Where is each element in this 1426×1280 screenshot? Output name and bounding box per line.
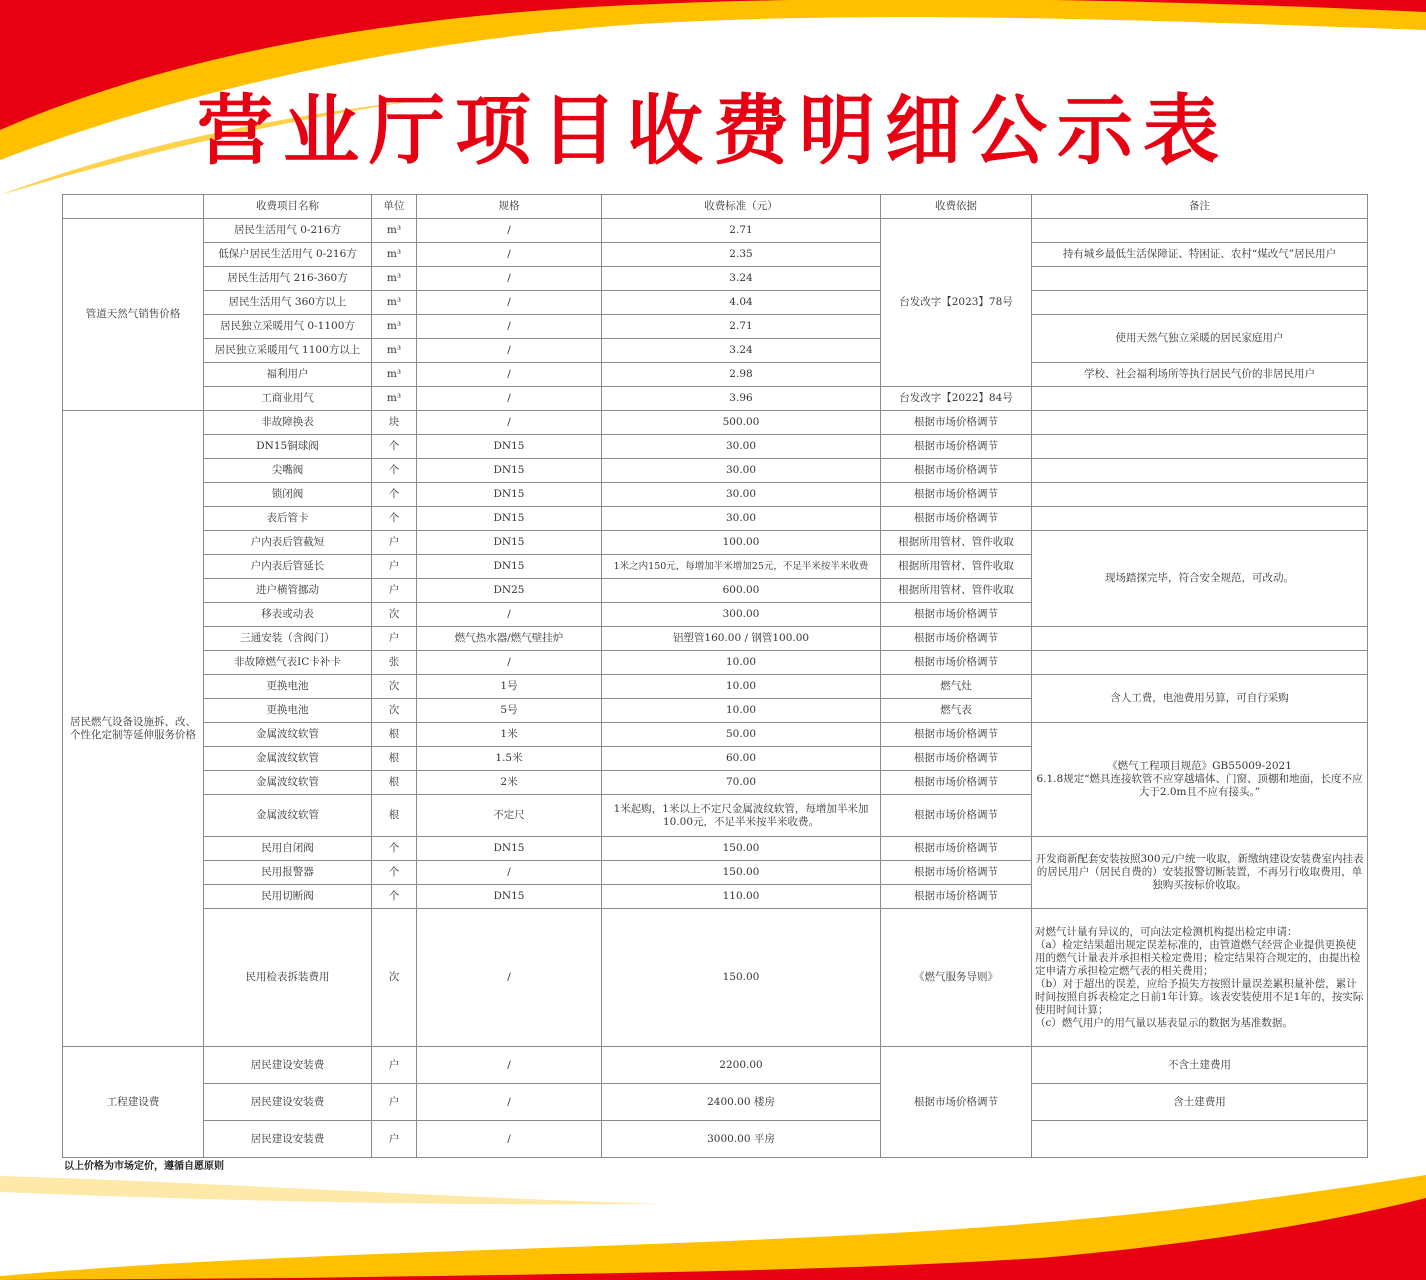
table-row bbox=[63, 1084, 1368, 1121]
basis-cell: 根据市场价格调节 bbox=[881, 651, 1032, 675]
price-cell: 2200.00 bbox=[602, 1047, 881, 1084]
basis-cell: 根据市场价格调节 bbox=[881, 861, 1032, 885]
unit-cell: 户 bbox=[372, 1084, 417, 1121]
unit-cell: m³ bbox=[372, 291, 417, 315]
note-cell bbox=[1032, 1121, 1368, 1158]
price-cell: 4.04 bbox=[602, 291, 881, 315]
spec-cell: DN15 bbox=[417, 555, 602, 579]
basis-cell: 根据所用管材、管件收取 bbox=[881, 531, 1032, 555]
spec-cell: / bbox=[417, 219, 602, 243]
item-cell: 锁闭阀 bbox=[204, 483, 372, 507]
price-cell: 3.24 bbox=[602, 339, 881, 363]
basis-cell: 根据市场价格调节 bbox=[881, 627, 1032, 651]
item-cell: 金属波纹软管 bbox=[204, 723, 372, 747]
basis-cell: 根据市场价格调节 bbox=[881, 771, 1032, 795]
item-cell: 低保户居民生活用气 0-216方 bbox=[204, 243, 372, 267]
basis-cell: 台发改字【2022】84号 bbox=[881, 387, 1032, 411]
unit-cell: 户 bbox=[372, 555, 417, 579]
unit-cell: 个 bbox=[372, 861, 417, 885]
header-cell: 单位 bbox=[372, 195, 417, 219]
note-cell bbox=[1032, 267, 1368, 291]
spec-cell: DN25 bbox=[417, 579, 602, 603]
inspect-note-line: 对燃气计量有异议的，可向法定检测机构提出检定申请： bbox=[1035, 925, 1298, 938]
price-cell: 100.00 bbox=[602, 531, 881, 555]
fee-table bbox=[62, 194, 1368, 1158]
price-cell: 3000.00 平房 bbox=[602, 1121, 881, 1158]
item-cell: 户内表后管延长 bbox=[204, 555, 372, 579]
unit-cell: m³ bbox=[372, 219, 417, 243]
price-cell: 铝塑管160.00 / 钢管100.00 bbox=[602, 627, 881, 651]
table-row bbox=[63, 1047, 1368, 1084]
header-cell: 备注 bbox=[1032, 195, 1368, 219]
item-cell: 居民建设安装费 bbox=[204, 1047, 372, 1084]
note-cell bbox=[1032, 291, 1368, 315]
price-cell: 50.00 bbox=[602, 723, 881, 747]
item-cell: 居民独立采暖用气 1100方以上 bbox=[204, 339, 372, 363]
spec-cell: / bbox=[417, 363, 602, 387]
note-cell bbox=[1032, 459, 1368, 483]
item-cell: 福利用户 bbox=[204, 363, 372, 387]
unit-cell: 户 bbox=[372, 579, 417, 603]
table-row bbox=[63, 531, 1368, 555]
page-title: 营业厅项目收费明细公示表 bbox=[197, 86, 1229, 175]
item-cell: 户内表后管截短 bbox=[204, 531, 372, 555]
spec-cell: / bbox=[417, 411, 602, 435]
item-cell: 民用报警器 bbox=[204, 861, 372, 885]
item-cell: 金属波纹软管 bbox=[204, 771, 372, 795]
price-cell: 30.00 bbox=[602, 459, 881, 483]
unit-cell: 根 bbox=[372, 771, 417, 795]
header-cell: 收费依据 bbox=[881, 195, 1032, 219]
item-cell: 居民生活用气 216-360方 bbox=[204, 267, 372, 291]
item-cell: 工商业用气 bbox=[204, 387, 372, 411]
unit-cell: 次 bbox=[372, 603, 417, 627]
item-cell: 民用检表拆装费用 bbox=[204, 909, 372, 1047]
item-cell: 非故障换表 bbox=[204, 411, 372, 435]
header-cell: 收费标准（元） bbox=[602, 195, 881, 219]
spec-cell: 1号 bbox=[417, 675, 602, 699]
spec-cell: DN15 bbox=[417, 435, 602, 459]
unit-cell: 个 bbox=[372, 483, 417, 507]
price-cell: 10.00 bbox=[602, 699, 881, 723]
price-cell: 2.98 bbox=[602, 363, 881, 387]
note-cell: 含土建费用 bbox=[1032, 1084, 1368, 1121]
spec-cell: 燃气热水器/燃气壁挂炉 bbox=[417, 627, 602, 651]
note-cell bbox=[1032, 627, 1368, 651]
unit-cell: 次 bbox=[372, 699, 417, 723]
basis-cell: 根据市场价格调节 bbox=[881, 723, 1032, 747]
table-row bbox=[63, 483, 1368, 507]
category-cell: 居民燃气设备设施拆、改、个性化定制等延伸服务价格 bbox=[63, 411, 204, 1047]
header-cell: 规格 bbox=[417, 195, 602, 219]
item-cell: 移表或动表 bbox=[204, 603, 372, 627]
price-cell: 30.00 bbox=[602, 435, 881, 459]
spec-cell: / bbox=[417, 1121, 602, 1158]
price-cell: 500.00 bbox=[602, 411, 881, 435]
price-cell: 70.00 bbox=[602, 771, 881, 795]
spec-cell: / bbox=[417, 861, 602, 885]
unit-cell: 次 bbox=[372, 909, 417, 1047]
note-cell bbox=[1032, 651, 1368, 675]
table-row bbox=[63, 315, 1368, 339]
price-cell: 150.00 bbox=[602, 837, 881, 861]
item-cell: 民用自闭阀 bbox=[204, 837, 372, 861]
spec-cell: / bbox=[417, 267, 602, 291]
price-cell: 600.00 bbox=[602, 579, 881, 603]
table-row bbox=[63, 651, 1368, 675]
basis-cell: 根据市场价格调节 bbox=[881, 411, 1032, 435]
table-row bbox=[63, 1121, 1368, 1158]
inspect-note-line: （b）对于超出的误差，应给予损失方按照计量误差累积量补偿，累计时间按照自拆表检定之日前1年计算。该表安装使用不足1年的，按实际使用时间计算； bbox=[1035, 977, 1364, 1016]
price-cell: 150.00 bbox=[602, 909, 881, 1047]
unit-cell: 根 bbox=[372, 747, 417, 771]
spec-cell: / bbox=[417, 387, 602, 411]
unit-cell: m³ bbox=[372, 339, 417, 363]
price-cell: 30.00 bbox=[602, 483, 881, 507]
spec-cell: 2米 bbox=[417, 771, 602, 795]
item-cell: 居民生活用气 0-216方 bbox=[204, 219, 372, 243]
note-cell: 现场踏探完毕，符合安全规范，可改动。 bbox=[1032, 531, 1368, 627]
item-cell: 居民建设安装费 bbox=[204, 1121, 372, 1158]
table-row bbox=[63, 675, 1368, 699]
table-row bbox=[63, 459, 1368, 483]
table-row bbox=[63, 363, 1368, 387]
spec-cell: 5号 bbox=[417, 699, 602, 723]
unit-cell: 户 bbox=[372, 531, 417, 555]
spec-cell: / bbox=[417, 603, 602, 627]
basis-cell: 根据所用管材、管件收取 bbox=[881, 579, 1032, 603]
note-cell bbox=[1032, 435, 1368, 459]
unit-cell: 户 bbox=[372, 1121, 417, 1158]
price-cell: 2.71 bbox=[602, 315, 881, 339]
basis-cell: 根据市场价格调节 bbox=[881, 483, 1032, 507]
price-cell: 60.00 bbox=[602, 747, 881, 771]
price-cell: 2.71 bbox=[602, 219, 881, 243]
inspect-note-line: （a）检定结果超出规定误差标准的，由管道燃气经营企业提供更换使用的燃气计量表并承担相关检定费用；检定结果符合规定的，由提出检定申请方承担检定燃气表的相关费用； bbox=[1035, 938, 1361, 977]
note-cell bbox=[1032, 909, 1368, 1047]
price-cell: 2.35 bbox=[602, 243, 881, 267]
price-cell: 1米之内150元，每增加半米增加25元，不足半米按半米收费 bbox=[602, 555, 881, 579]
table-row bbox=[63, 411, 1368, 435]
category-cell: 管道天然气销售价格 bbox=[63, 219, 204, 411]
spec-cell: / bbox=[417, 651, 602, 675]
unit-cell: 根 bbox=[372, 723, 417, 747]
basis-cell: 《燃气服务导则》 bbox=[881, 909, 1032, 1047]
note-cell: 学校、社会福利场所等执行居民气价的非居民用户 bbox=[1032, 363, 1368, 387]
price-cell: 1米起购，1米以上不定尺金属波纹软管，每增加半米加10.00元，不足半米按半米收费。 bbox=[602, 795, 881, 837]
basis-cell: 根据市场价格调节 bbox=[881, 459, 1032, 483]
item-cell: 居民生活用气 360方以上 bbox=[204, 291, 372, 315]
spec-cell: / bbox=[417, 315, 602, 339]
spec-cell: DN15 bbox=[417, 459, 602, 483]
spec-cell: 不定尺 bbox=[417, 795, 602, 837]
spec-cell: 1米 bbox=[417, 723, 602, 747]
item-cell: 金属波纹软管 bbox=[204, 795, 372, 837]
item-cell: 金属波纹软管 bbox=[204, 747, 372, 771]
item-cell: 居民独立采暖用气 0-1100方 bbox=[204, 315, 372, 339]
basis-cell: 根据市场价格调节 bbox=[881, 435, 1032, 459]
unit-cell: 户 bbox=[372, 627, 417, 651]
unit-cell: 次 bbox=[372, 675, 417, 699]
unit-cell: 个 bbox=[372, 507, 417, 531]
note-cell: 开发商新配套安装按照300元/户统一收取，新缴纳建设安装费室内挂表的居民用户（居民自费的）安装报警切断装置，不再另行收取费用，单独购买按标价收取。 bbox=[1032, 837, 1368, 909]
item-cell: 民用切断阀 bbox=[204, 885, 372, 909]
basis-cell: 根据市场价格调节 bbox=[881, 885, 1032, 909]
table-row bbox=[63, 837, 1368, 861]
item-cell: 尖嘴阀 bbox=[204, 459, 372, 483]
table-row bbox=[63, 723, 1368, 747]
table-row bbox=[63, 507, 1368, 531]
price-cell: 10.00 bbox=[602, 651, 881, 675]
note-cell: 使用天然气独立采暖的居民家庭用户 bbox=[1032, 315, 1368, 363]
note-cell bbox=[1032, 507, 1368, 531]
unit-cell: 个 bbox=[372, 837, 417, 861]
spec-cell: / bbox=[417, 1084, 602, 1121]
item-cell: 更换电池 bbox=[204, 699, 372, 723]
spec-cell: 1.5米 bbox=[417, 747, 602, 771]
price-cell: 150.00 bbox=[602, 861, 881, 885]
item-cell: 更换电池 bbox=[204, 675, 372, 699]
spec-cell: / bbox=[417, 339, 602, 363]
note-cell bbox=[1032, 483, 1368, 507]
note-cell: 不含土建费用 bbox=[1032, 1047, 1368, 1084]
note-cell bbox=[1032, 723, 1368, 837]
basis-cell: 台发改字【2023】78号 bbox=[881, 219, 1032, 387]
unit-cell: m³ bbox=[372, 315, 417, 339]
unit-cell: 根 bbox=[372, 795, 417, 837]
price-cell: 3.96 bbox=[602, 387, 881, 411]
item-cell: 非故障燃气表IC卡补卡 bbox=[204, 651, 372, 675]
table-row bbox=[63, 627, 1368, 651]
price-cell: 3.24 bbox=[602, 267, 881, 291]
table-row bbox=[63, 387, 1368, 411]
footnote: 以上价格为市场定价，遵循自愿原则 bbox=[64, 1161, 224, 1172]
basis-cell: 根据市场价格调节 bbox=[881, 795, 1032, 837]
inspect-note-line: （c）燃气用户的用气量以基表显示的数据为基准数据。 bbox=[1035, 1016, 1293, 1029]
price-cell: 30.00 bbox=[602, 507, 881, 531]
basis-cell: 燃气表 bbox=[881, 699, 1032, 723]
note-cell bbox=[1032, 387, 1368, 411]
unit-cell: 个 bbox=[372, 885, 417, 909]
table-row bbox=[63, 909, 1368, 1047]
spec-cell: DN15 bbox=[417, 507, 602, 531]
basis-cell: 根据市场价格调节 bbox=[881, 1047, 1032, 1158]
hose-standard: 《燃气工程项目规范》GB55009-2021 bbox=[1107, 760, 1292, 772]
price-cell: 110.00 bbox=[602, 885, 881, 909]
spec-cell: / bbox=[417, 1047, 602, 1084]
note-cell bbox=[1032, 411, 1368, 435]
basis-cell: 根据市场价格调节 bbox=[881, 837, 1032, 861]
price-cell: 300.00 bbox=[602, 603, 881, 627]
table-row bbox=[63, 435, 1368, 459]
category-cell: 工程建设费 bbox=[63, 1047, 204, 1158]
item-cell: 表后管卡 bbox=[204, 507, 372, 531]
unit-cell: 张 bbox=[372, 651, 417, 675]
note-cell bbox=[1032, 219, 1368, 243]
spec-cell: DN15 bbox=[417, 885, 602, 909]
spec-cell: / bbox=[417, 291, 602, 315]
basis-cell: 根据市场价格调节 bbox=[881, 507, 1032, 531]
unit-cell: 户 bbox=[372, 1047, 417, 1084]
basis-cell: 根据所用管材、管件收取 bbox=[881, 555, 1032, 579]
spec-cell: DN15 bbox=[417, 837, 602, 861]
table-row bbox=[63, 267, 1368, 291]
unit-cell: 块 bbox=[372, 411, 417, 435]
table-row bbox=[63, 291, 1368, 315]
table-header-row bbox=[63, 195, 1368, 219]
spec-cell: DN15 bbox=[417, 483, 602, 507]
item-cell: 居民建设安装费 bbox=[204, 1084, 372, 1121]
basis-cell: 根据市场价格调节 bbox=[881, 747, 1032, 771]
spec-cell: / bbox=[417, 909, 602, 1047]
note-cell: 含人工费，电池费用另算，可自行采购 bbox=[1032, 675, 1368, 723]
note-cell: 持有城乡最低生活保障证、特困证、农村“煤改气”居民用户 bbox=[1032, 243, 1368, 267]
unit-cell: 个 bbox=[372, 459, 417, 483]
table-row bbox=[63, 219, 1368, 243]
price-cell: 2400.00 楼房 bbox=[602, 1084, 881, 1121]
unit-cell: m³ bbox=[372, 243, 417, 267]
basis-cell: 燃气灶 bbox=[881, 675, 1032, 699]
item-cell: DN15铜球阀 bbox=[204, 435, 372, 459]
unit-cell: 个 bbox=[372, 435, 417, 459]
unit-cell: m³ bbox=[372, 387, 417, 411]
table-row bbox=[63, 243, 1368, 267]
header-cell: 收费项目名称 bbox=[204, 195, 372, 219]
spec-cell: / bbox=[417, 243, 602, 267]
item-cell: 进户横管挪动 bbox=[204, 579, 372, 603]
header-cell bbox=[63, 195, 204, 219]
unit-cell: m³ bbox=[372, 267, 417, 291]
item-cell: 三通安装（含阀门） bbox=[204, 627, 372, 651]
price-cell: 10.00 bbox=[602, 675, 881, 699]
basis-cell: 根据市场价格调节 bbox=[881, 603, 1032, 627]
unit-cell: m³ bbox=[372, 363, 417, 387]
spec-cell: DN15 bbox=[417, 531, 602, 555]
hose-rule: 6.1.8规定“燃具连接软管不应穿越墙体、门窗、顶棚和地面，长度不应大于2.0m且不应有接头。” bbox=[1036, 773, 1363, 798]
